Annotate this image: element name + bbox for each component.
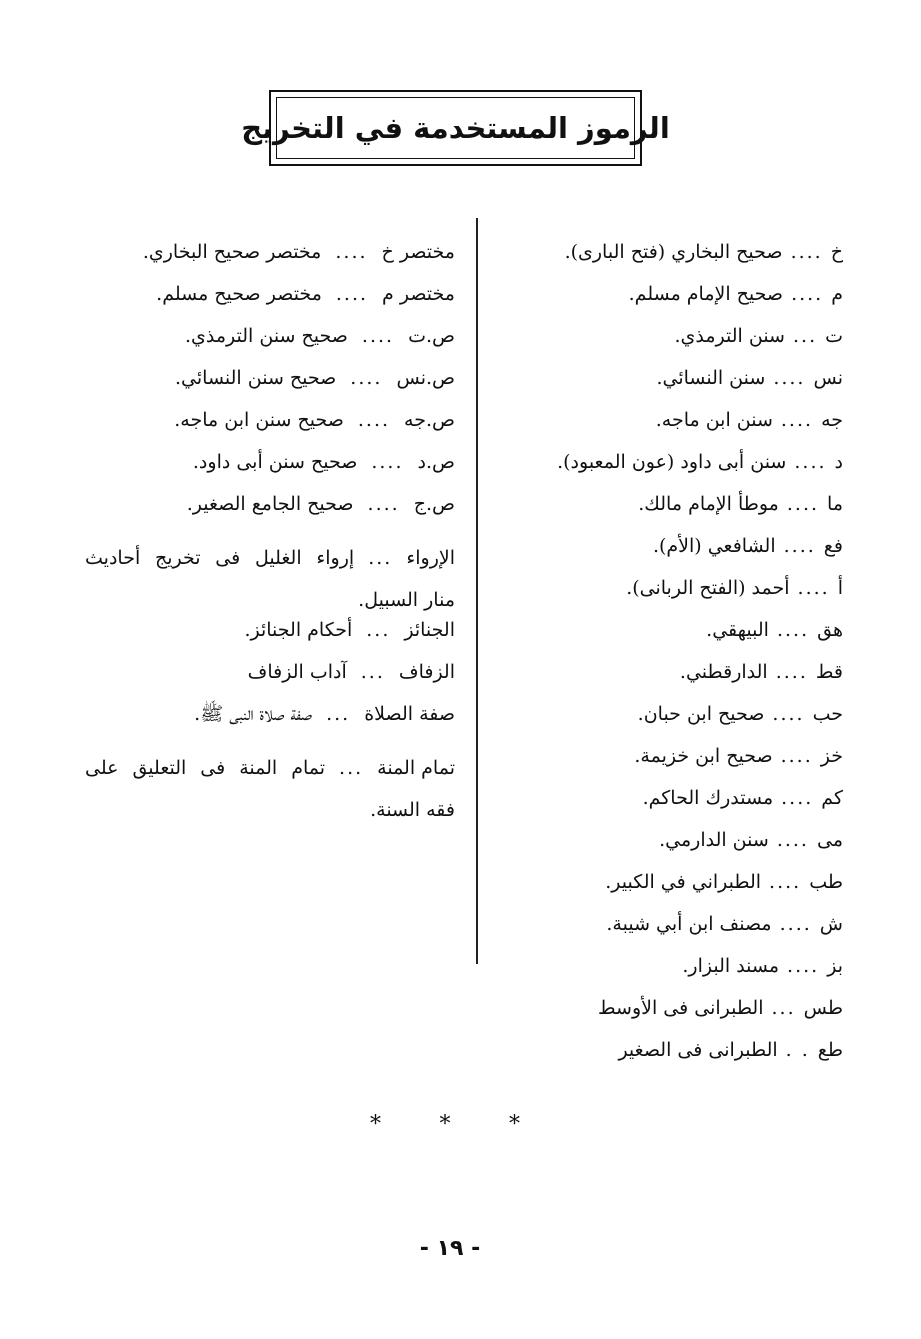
dot-leader: .... — [797, 577, 830, 599]
list-item — [503, 957, 843, 999]
source-title: صحيح سنن ابن ماجه. — [174, 409, 344, 431]
list-item — [503, 243, 843, 285]
source-title: صحيح البخاري (فتح البارى). — [564, 241, 783, 263]
dot-leader: ... — [360, 661, 385, 683]
source-title: سنن النسائي. — [656, 367, 766, 389]
list-item — [503, 747, 843, 789]
source-title: الدارقطني. — [679, 661, 768, 683]
list-item — [85, 243, 455, 285]
source-title: البيهقي. — [706, 619, 769, 641]
list-item — [503, 1041, 843, 1083]
abbreviation: مختصر خ — [381, 241, 455, 263]
abbreviation: طع — [817, 1039, 843, 1061]
list-item — [85, 663, 455, 705]
source-title: سنن ابن ماجه. — [655, 409, 773, 431]
list-item — [503, 789, 843, 831]
abbreviation: ص.نس — [396, 367, 455, 389]
list-item — [503, 915, 843, 957]
source-title: مستدرك الحاكم. — [642, 787, 774, 809]
dot-leader: .... — [790, 241, 823, 263]
list-item — [85, 453, 455, 495]
abbreviation: تمام المنة — [377, 757, 455, 779]
abbreviation: ت — [825, 325, 843, 347]
title-box — [241, 90, 670, 166]
dot-leader: .... — [794, 451, 827, 473]
abbreviation: حب — [812, 703, 843, 725]
abbreviation: صفة الصلاة — [364, 703, 455, 725]
source-title: صحيح سنن الترمذي. — [184, 325, 348, 347]
abbreviation: ص.جه — [404, 409, 455, 431]
abbreviation: ص.ت — [408, 325, 455, 347]
source-title: صحيح سنن أبى داود. — [192, 451, 358, 473]
abbreviation: طب — [809, 871, 843, 893]
list-item — [503, 495, 843, 537]
source-title: صفة صلاة النبى ﷺ. — [194, 703, 313, 725]
source-title: موطأ الإمام مالك. — [638, 493, 779, 515]
abbreviation: قط — [815, 661, 843, 683]
abbreviation: م — [831, 283, 843, 305]
abbreviation: كم — [821, 787, 843, 809]
source-title: صحيح ابن خزيمة. — [634, 745, 773, 767]
list-item — [85, 495, 455, 537]
source-title: الطبرانى فى الصغير — [618, 1039, 778, 1061]
asterisk-icon: * — [370, 1112, 381, 1137]
source-title: صحيح الجامع الصغير. — [186, 493, 354, 515]
dot-leader: .... — [357, 409, 391, 431]
abbreviation: جه — [821, 409, 843, 431]
source-title: صحيح سنن النسائي. — [175, 367, 337, 389]
source-title: مصنف ابن أبي شيبة. — [606, 913, 772, 935]
abbreviation: ما — [827, 493, 843, 515]
source-title: صحيح ابن حبان. — [637, 703, 765, 725]
source-title: الشافعي (الأم). — [652, 535, 776, 557]
abbreviation: ش — [819, 913, 843, 935]
source-title: سنن الترمذي. — [674, 325, 785, 347]
list-item — [85, 369, 455, 411]
dot-leader: .... — [335, 283, 369, 305]
list-item — [503, 411, 843, 453]
list-item — [503, 663, 843, 705]
source-title: مختصر صحيح البخاري. — [142, 241, 322, 263]
abbreviation: طس — [803, 997, 843, 1019]
page-number: - ١٩ - — [419, 1236, 481, 1261]
dot-leader: ... — [771, 997, 796, 1019]
list-item — [503, 537, 843, 579]
source-title: مختصر صحيح مسلم. — [156, 283, 322, 305]
dot-leader: .... — [776, 619, 810, 641]
list-item — [85, 285, 455, 327]
abbreviation: مى — [816, 829, 843, 851]
abbreviation: خز — [820, 745, 843, 767]
list-item — [503, 999, 843, 1041]
dot-leader: .... — [780, 745, 813, 767]
list-item — [85, 537, 455, 621]
source-title: إرواء الغليل فى تخريج أحاديث منار السبيل. — [85, 547, 455, 611]
list-item — [503, 873, 843, 915]
abbreviation: ص.د — [417, 451, 455, 473]
abbreviation: بز — [827, 955, 843, 977]
list-item — [85, 621, 455, 663]
dot-leader: .... — [335, 241, 368, 263]
abbreviation: د — [834, 451, 843, 473]
abbreviation: الجنائز — [404, 619, 455, 641]
list-item — [503, 369, 843, 411]
abbreviation: الإرواء — [406, 547, 455, 569]
source-title: تمام المنة فى التعليق على فقه السنة. — [85, 757, 455, 821]
dot-leader: .... — [773, 367, 806, 389]
dot-leader: .... — [371, 451, 404, 473]
list-item — [85, 327, 455, 369]
dot-leader: .... — [787, 955, 820, 977]
dot-leader: ... — [792, 325, 818, 347]
list-item — [85, 411, 455, 453]
dot-leader: .... — [772, 703, 805, 725]
left-column — [85, 243, 455, 831]
list-item — [503, 621, 843, 663]
abbreviation: أ — [837, 577, 843, 599]
abbreviation: هق — [817, 619, 843, 641]
source-title: آداب الزفاف — [247, 661, 347, 683]
dot-leader: . . — [785, 1039, 810, 1061]
list-item — [503, 579, 843, 621]
list-item — [503, 327, 843, 369]
dot-leader: .... — [783, 535, 816, 557]
list-item — [503, 285, 843, 327]
dot-leader: .... — [780, 409, 814, 431]
list-item — [503, 831, 843, 873]
source-title: مسند البزار. — [682, 955, 780, 977]
dot-leader: .... — [350, 367, 383, 389]
abbreviation: الزفاف — [398, 661, 455, 683]
dot-leader: ... — [339, 757, 364, 779]
asterisk-icon: * — [509, 1112, 520, 1137]
list-item — [503, 705, 843, 747]
dot-leader: .... — [786, 493, 820, 515]
list-item — [85, 705, 455, 747]
source-title: أحمد (الفتح الربانى). — [626, 577, 790, 599]
dot-leader: .... — [769, 871, 802, 893]
dot-leader: .... — [367, 493, 400, 515]
list-item — [85, 747, 455, 831]
section-separator — [370, 1112, 520, 1137]
column-divider — [476, 218, 478, 964]
abbreviation: فع — [823, 535, 843, 557]
dot-leader: .... — [361, 325, 395, 347]
dot-leader: .... — [781, 787, 814, 809]
dot-leader: .... — [791, 283, 824, 305]
abbreviation: خ — [830, 241, 843, 263]
dot-leader: ... — [366, 619, 391, 641]
source-title: الطبراني في الكبير. — [605, 871, 762, 893]
source-title: الطبرانى فى الأوسط — [597, 997, 764, 1019]
dot-leader: ... — [368, 547, 393, 569]
list-item — [503, 453, 843, 495]
source-title: سنن أبى داود (عون المعبود). — [557, 451, 787, 473]
asterisk-icon: * — [439, 1112, 451, 1137]
abbreviation: مختصر م — [382, 283, 455, 305]
dot-leader: ... — [326, 703, 351, 725]
abbreviation: ص.ج — [413, 493, 455, 515]
page-title: الرموز المستخدمة في التخريج — [241, 111, 670, 145]
dot-leader: .... — [775, 661, 808, 683]
abbreviation: نس — [813, 367, 843, 389]
dot-leader: .... — [776, 829, 809, 851]
dot-leader: .... — [779, 913, 812, 935]
source-title: أحكام الجنائز. — [244, 619, 353, 641]
right-column — [503, 243, 843, 1083]
source-title: سنن الدارمي. — [659, 829, 769, 851]
source-title: صحيح الإمام مسلم. — [628, 283, 784, 305]
